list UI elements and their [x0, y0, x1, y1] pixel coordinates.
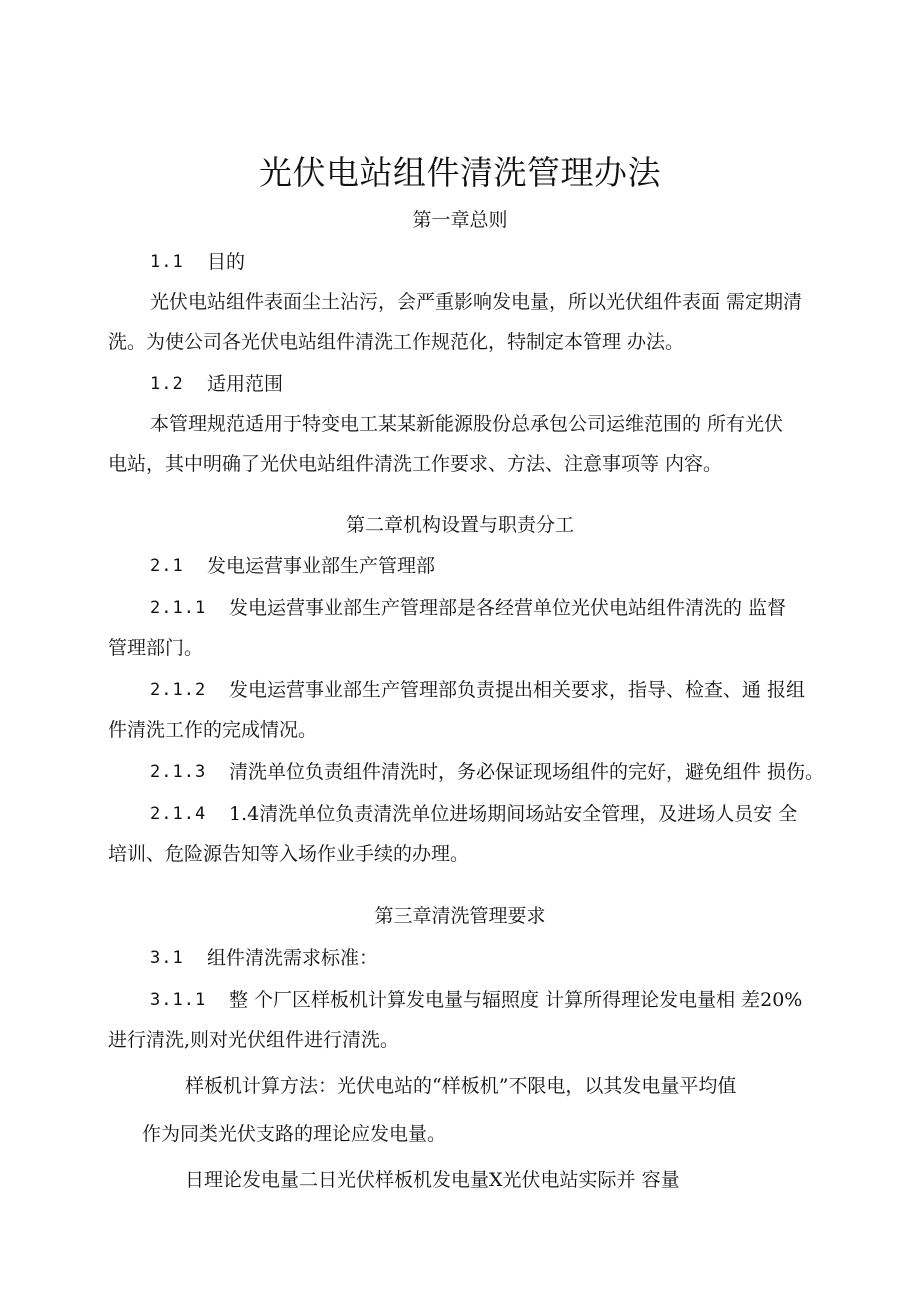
section-1-2-title: 适用范围 — [207, 373, 284, 395]
item-3-1-1-line-1: 整 个厂区样板机计算发电量与辐照度 计算所得理论发电量相 差20% — [229, 989, 803, 1011]
method-line-1: 样板机计算方法：光伏电站的“样板机”不限电，以其发电量平均值 — [185, 1075, 737, 1097]
method-line-2: 作为同类光伏支路的理论应发电量。 — [142, 1123, 447, 1145]
chapter-1-heading: 第一章总则 — [412, 209, 508, 231]
item-2-1-3-number: 2.1.3 — [150, 762, 207, 782]
section-2-1-number: 2.1 — [150, 556, 184, 576]
item-3-1-1-line-2: 进行清洗,则对光伏组件进行清洗。 — [108, 1029, 400, 1051]
item-2-1-2-line-2: 件清洗工作的完成情况。 — [108, 719, 318, 741]
section-3-1-title: 组件清洗需求标准： — [207, 947, 379, 969]
paragraph-1-line-2: 洗。为使公司各光伏电站组件清洗工作规范化，特制定本管理 办法。 — [108, 331, 685, 353]
section-3-1-number: 3.1 — [150, 948, 184, 968]
item-2-1-2-number: 2.1.2 — [150, 680, 207, 700]
item-2-1-1-line-2: 管理部门。 — [108, 637, 204, 659]
chapter-3-heading: 第三章清洗管理要求 — [374, 905, 546, 927]
item-2-1-1-number: 2.1.1 — [150, 598, 207, 618]
chapter-2-heading: 第二章机构设置与职责分工 — [345, 514, 574, 536]
formula-line: 日理论发电量二日光伏样板机发电量X光伏电站实际并 容量 — [185, 1169, 680, 1191]
item-2-1-2-line-1: 发电运营事业部生产管理部负责提出相关要求，指导、检查、通 报组 — [229, 679, 806, 701]
item-2-1-4-number: 2.1.4 — [150, 804, 207, 824]
section-2-1-title: 发电运营事业部生产管理部 — [207, 555, 436, 577]
item-2-1-4-line-1: 1.4清洗单位负责清洗单位进场期间场站安全管理，及进场人员安 全 — [229, 803, 798, 825]
item-2-1-3-line-1: 清洗单位负责组件清洗时，务必保证现场组件的完好，避免组件 损伤。 — [229, 761, 825, 783]
section-1-1-number: 1.1 — [150, 252, 184, 272]
section-1-2-number: 1.2 — [150, 374, 184, 394]
item-2-1-1-line-1: 发电运营事业部生产管理部是各经营单位光伏电站组件清洗的 监督 — [229, 597, 787, 619]
paragraph-1-line-1: 光伏电站组件表面尘土沾污，会严重影响发电量，所以光伏组件表面 需定期清 — [150, 291, 803, 313]
item-2-1-4-line-2: 培训、危险源告知等入场作业手续的办理。 — [108, 843, 470, 865]
document-title: 光伏电站组件清洗管理办法 — [259, 153, 661, 192]
paragraph-2-line-2: 电站，其中明确了光伏电站组件清洗工作要求、方法、注意事项等 内容。 — [108, 453, 723, 475]
paragraph-2-line-1: 本管理规范适用于特变电工某某新能源股份总承包公司运维范围的 所有光伏 — [150, 413, 784, 435]
item-3-1-1-number: 3.1.1 — [150, 990, 207, 1010]
section-1-1-title: 目的 — [207, 251, 246, 273]
